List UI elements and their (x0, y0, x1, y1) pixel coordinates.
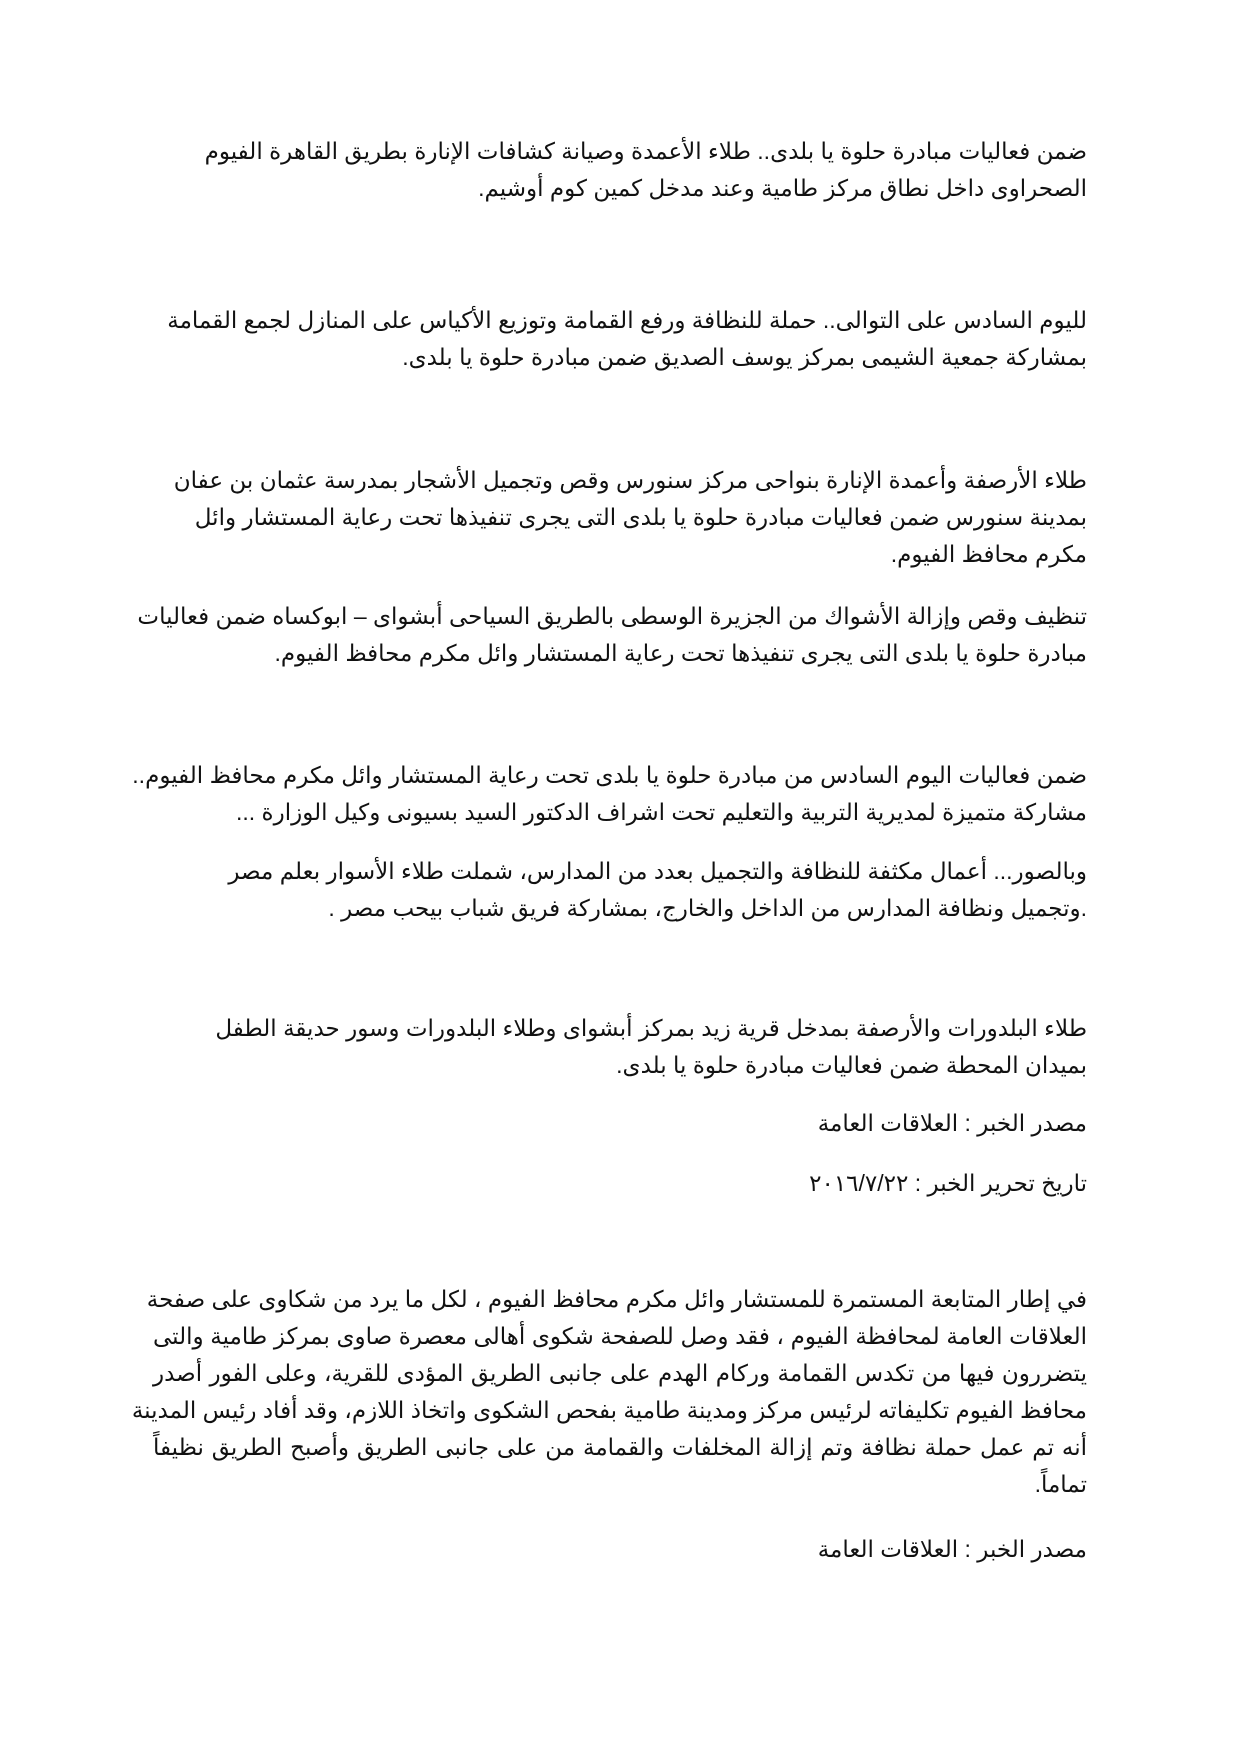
text-line: بمشاركة جمعية الشيمى بمركز يوسف الصديق ضمن مبادرة حلوة يا بلدى. (402, 344, 1087, 370)
text-line: ضمن فعاليات مبادرة حلوة يا بلدى.. طلاء الأعمدة وصيانة كشافات الإنارة بطريق القاهرة الفيوم (204, 138, 1087, 164)
news-date (809, 1165, 1087, 1202)
text-line: مكرم محافظ الفيوم. (890, 541, 1087, 567)
news-paragraph-school-works (228, 853, 1087, 927)
news-paragraph-thorn-removal (137, 598, 1087, 672)
text-line: بمدينة سنورس ضمن فعاليات مبادرة حلوة يا بلدى التى يجرى تنفيذها تحت رعاية المستشار وائل (194, 504, 1087, 530)
news-paragraph-education-directorate (132, 757, 1087, 831)
text-line: مبادرة حلوة يا بلدى التى يجرى تنفيذها تحت رعاية المستشار وائل مكرم محافظ الفيوم. (274, 640, 1087, 666)
news-paragraph-complaint-response (131, 1281, 1087, 1503)
text-line: طلاء الأرصفة وأعمدة الإنارة بنواحى مركز سنورس وقص وتجميل الأشجار بمدرسة عثمان بن عفان (173, 467, 1087, 493)
text-line: أنه تم عمل حملة نظافة وتم إزالة المخلفات والقمامة من على جانبى الطريق وأصبح الطريق نظيفاً (153, 1434, 1087, 1460)
news-paragraph-cleaning-campaign (167, 302, 1087, 376)
news-source (818, 1105, 1087, 1142)
news-paragraph-lighting-maintenance (205, 133, 1087, 207)
text-line: ضمن فعاليات اليوم السادس من مبادرة حلوة يا بلدى تحت رعاية المستشار وائل مكرم محافظ الفيوم.. (132, 762, 1087, 788)
news-paragraph-sidewalk-painting (174, 462, 1087, 573)
text-line: مصدر الخبر : العلاقات العامة (817, 1110, 1087, 1136)
text-line: تنظيف وقص وإزالة الأشواك من الجزيرة الوسطى بالطريق السياحى أبشواى – ابوكساه ضمن فعاليات (137, 603, 1087, 629)
news-source (818, 1531, 1087, 1568)
text-line: تاريخ تحرير الخبر : ٢٠١٦/٧/٢٢ (809, 1170, 1087, 1196)
text-line: العلاقات العامة لمحافظة الفيوم ، فقد وصل للصفحة شكوى أهالى معصرة صاوى بمركز طامية والتى (153, 1323, 1087, 1349)
text-line: يتضررون فيها من تكدس القمامة وركام الهدم على جانبى الطريق المؤدى للقرية، وعلى الفور أصدر (153, 1360, 1087, 1386)
text-line: مصدر الخبر : العلاقات العامة (817, 1536, 1087, 1562)
text-line: وبالصور... أعمال مكثفة للنظافة والتجميل بعدد من المدارس، شملت طلاء الأسوار بعلم مصر (228, 858, 1087, 884)
text-line: مشاركة متميزة لمديرية التربية والتعليم تحت اشراف الدكتور السيد بسيونى وكيل الوزارة ... (236, 799, 1087, 825)
text-line: في إطار المتابعة المستمرة للمستشار وائل مكرم محافظ الفيوم ، لكل ما يرد من شكاوى على صفحة (146, 1286, 1087, 1312)
text-line: طلاء البلدورات والأرصفة بمدخل قرية زيد بمركز أبشواى وطلاء البلدورات وسور حديقة الطفل (215, 1015, 1087, 1041)
text-line: الصحراوى داخل نطاق مركز طامية وعند مدخل كمين كوم أوشيم. (478, 175, 1087, 201)
text-line: بميدان المحطة ضمن فعاليات مبادرة حلوة يا بلدى. (616, 1052, 1087, 1078)
text-line: محافظ الفيوم تكليفاته لرئيس مركز ومدينة طامية بفحص الشكوى واتخاذ اللازم، وقد أفاد رئيس المدينة (131, 1397, 1087, 1423)
text-line: تماماً. (1034, 1471, 1087, 1497)
text-line: لليوم السادس على التوالى.. حملة للنظافة ورفع القمامة وتوزيع الأكياس على المنازل لجمع القمامة (167, 307, 1087, 333)
text-line: .وتجميل ونظافة المدارس من الداخل والخارج، بمشاركة فريق شباب بيحب مصر . (328, 895, 1087, 921)
news-paragraph-curb-painting (215, 1010, 1087, 1084)
